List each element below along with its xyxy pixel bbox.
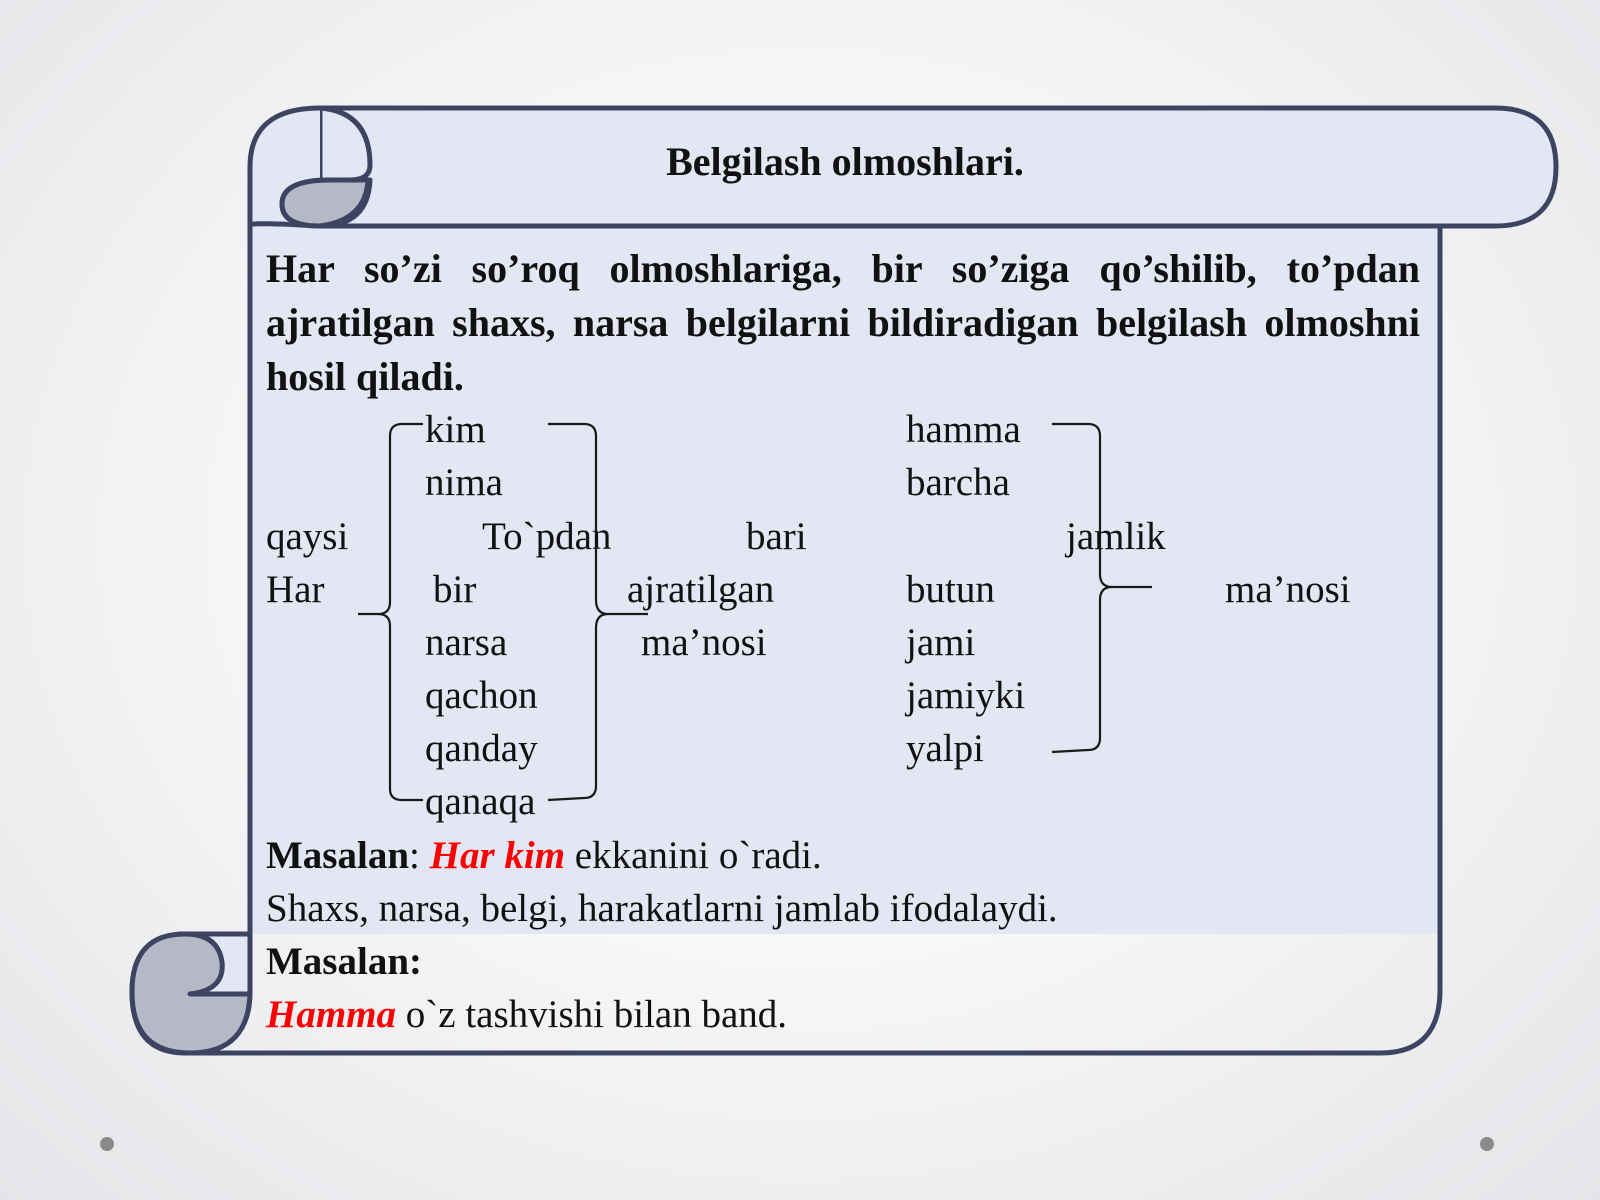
word-har: Har	[266, 568, 325, 611]
word-bir: bir	[433, 568, 477, 611]
example-rest-1: ekkanini o`radi.	[565, 834, 822, 877]
word-hamma: hamma	[906, 408, 1021, 451]
meaning-topdan: To`pdan	[482, 515, 612, 558]
word-narsa: narsa	[425, 621, 508, 664]
meaning-manosi-right: ma’nosi	[1225, 568, 1351, 611]
intro-paragraph: Har so’zi so’roq olmoshlariga, bir so’ziga qo’shilib, to’pdan ajratilgan shaxs, narsa belgilarni bildiradigan belgilash olmoshni hosil qiladi.	[266, 246, 1420, 399]
example-label-2: Masalan:	[266, 940, 422, 983]
meaning-ajratilgan: ajratilgan	[627, 568, 775, 611]
slide-dot-right	[1480, 1137, 1494, 1151]
word-qaysi: qaysi	[266, 515, 349, 558]
word-yalpi: yalpi	[906, 727, 984, 770]
note-line: Shaxs, narsa, belgi, harakatlarni jamlab ifodalaydi.	[266, 887, 1058, 930]
example-highlight-2: Hamma	[266, 993, 397, 1036]
meaning-jamlik: jamlik	[1066, 515, 1166, 558]
example-colon-1: :	[409, 834, 420, 877]
word-kim: kim	[425, 408, 486, 451]
word-qanday: qanday	[425, 727, 538, 770]
word-jami: jami	[906, 621, 976, 664]
slide-title: Belgilash olmoshlari.	[666, 139, 1024, 184]
word-bari: bari	[746, 515, 807, 558]
word-butun: butun	[906, 568, 995, 611]
example-highlight-1: Har kim	[429, 834, 566, 877]
word-jamiyki: jamiyki	[906, 674, 1026, 717]
example-rest-2: o`z tashvishi bilan band.	[396, 993, 788, 1036]
example-line-2	[266, 995, 787, 1034]
word-qanaqa: qanaqa	[425, 780, 536, 823]
meaning-manosi-left: ma’nosi	[641, 621, 767, 664]
slide-dot-left	[100, 1137, 114, 1151]
word-nima: nima	[425, 461, 503, 504]
example-line-1	[266, 836, 822, 875]
word-qachon: qachon	[425, 674, 538, 717]
example-label-1: Masalan	[266, 834, 410, 877]
word-barcha: barcha	[906, 461, 1010, 504]
